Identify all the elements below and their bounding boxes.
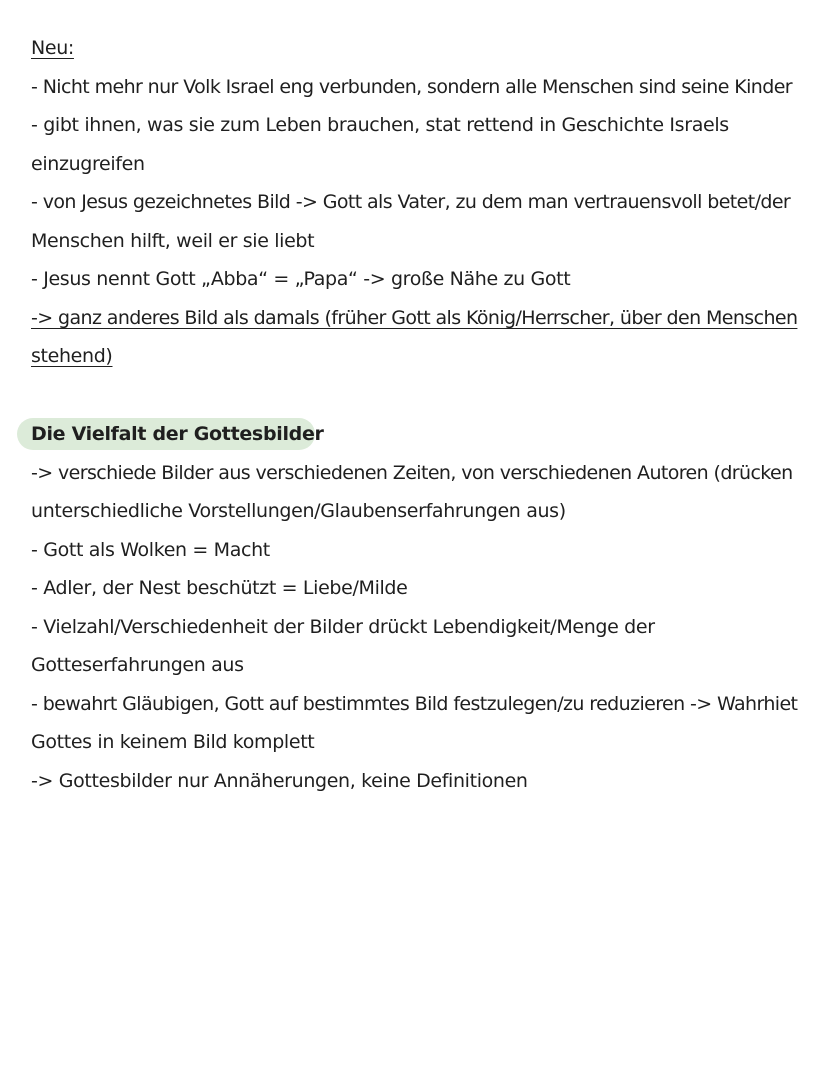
section-spacer <box>31 376 811 414</box>
underlined-text-line: -> ganz anderes Bild als damals (früher Gott als König/Herrscher, über den Menschen <box>31 306 798 329</box>
section-heading <box>17 414 811 454</box>
text-line: -> verschiede Bilder aus verschiedenen Zeiten, von verschiedenen Autoren (drücken <box>31 461 793 484</box>
text-line: unterschiedliche Vorstellungen/Glaubenserfahrungen aus) <box>31 500 566 522</box>
section-title-neu: Neu: <box>31 37 74 59</box>
note-page <box>31 29 811 800</box>
text-line: - Jesus nennt Gott „Abba“ = „Papa“ -> große Nähe zu Gott <box>31 268 571 290</box>
text-line: - Vielzahl/Verschiedenheit der Bilder drückt Lebendigkeit/Menge der <box>31 615 655 638</box>
text-line: -> Gottesbilder nur Annäherungen, keine Definitionen <box>31 769 528 792</box>
text-line: Gotteserfahrungen aus <box>31 654 244 676</box>
text-line: - Gott als Wolken = Macht <box>31 538 270 561</box>
text-line: Menschen hilft, weil er sie liebt <box>31 229 315 252</box>
text-line: - bewahrt Gläubigen, Gott auf bestimmtes Bild festzulegen/zu reduzieren -> Wahrhiet <box>31 692 798 715</box>
underlined-text-line: stehend) <box>31 345 113 367</box>
text-line: - von Jesus gezeichnetes Bild -> Gott als Vater, zu dem man vertrauensvoll betet/der <box>31 191 791 213</box>
text-line: einzugreifen <box>31 152 145 175</box>
heading-text: Die Vielfalt der Gottesbilder <box>31 422 324 445</box>
text-line: - Adler, der Nest beschützt = Liebe/Milde <box>31 577 408 599</box>
text-line: Gottes in keinem Bild komplett <box>31 731 315 753</box>
text-line: - Nicht mehr nur Volk Israel eng verbunden, sondern alle Menschen sind seine Kinder <box>31 75 793 98</box>
text-line: - gibt ihnen, was sie zum Leben brauchen, stat rettend in Geschichte Israels <box>31 114 729 136</box>
